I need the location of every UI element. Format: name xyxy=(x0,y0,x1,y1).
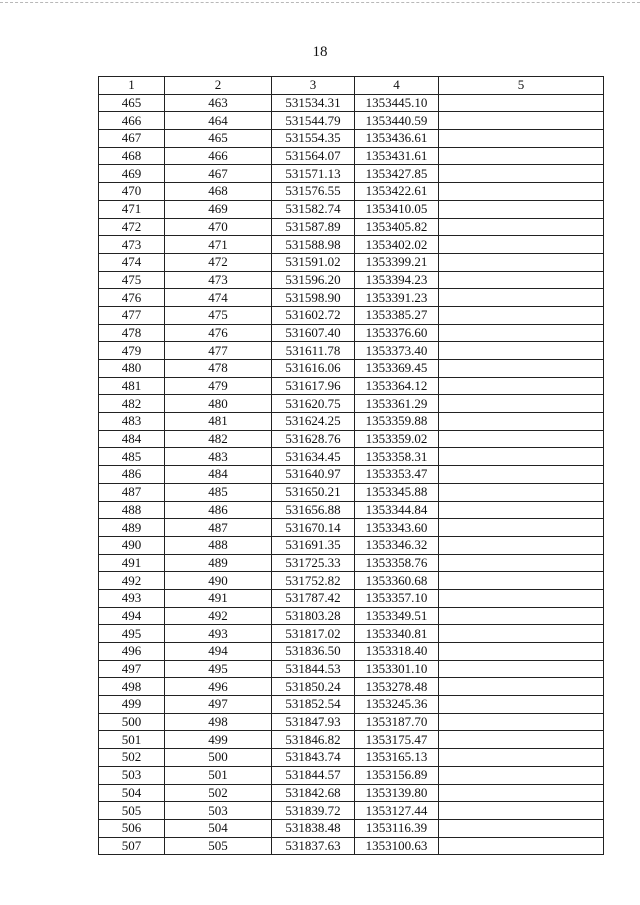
cell-point-number: 489 xyxy=(99,519,165,537)
cell-x-coordinate: 531576.55 xyxy=(272,183,355,201)
cell-point-number: 478 xyxy=(99,324,165,342)
cell-point-number: 502 xyxy=(99,749,165,767)
cell-x-coordinate: 531817.02 xyxy=(272,625,355,643)
cell-point-number: 498 xyxy=(99,678,165,696)
cell-point-number: 472 xyxy=(99,218,165,236)
cell-point-number: 499 xyxy=(99,696,165,714)
cell-x-coordinate: 531846.82 xyxy=(272,731,355,749)
cell-point-number: 493 xyxy=(99,589,165,607)
table-row xyxy=(99,218,604,236)
cell-previous-point: 473 xyxy=(165,271,272,289)
cell-y-coordinate: 1353431.61 xyxy=(355,147,439,165)
cell-point-number: 476 xyxy=(99,289,165,307)
cell-point-number: 473 xyxy=(99,236,165,254)
cell-x-coordinate: 531850.24 xyxy=(272,678,355,696)
cell-point-number: 477 xyxy=(99,306,165,324)
cell-y-coordinate: 1353127.44 xyxy=(355,802,439,820)
cell-x-coordinate: 531837.63 xyxy=(272,837,355,855)
table-row xyxy=(99,377,604,395)
cell-previous-point: 494 xyxy=(165,643,272,661)
cell-note xyxy=(439,253,604,271)
cell-x-coordinate: 531544.79 xyxy=(272,112,355,130)
cell-x-coordinate: 531752.82 xyxy=(272,572,355,590)
cell-x-coordinate: 531803.28 xyxy=(272,607,355,625)
cell-x-coordinate: 531617.96 xyxy=(272,377,355,395)
cell-previous-point: 503 xyxy=(165,802,272,820)
table-row xyxy=(99,413,604,431)
cell-previous-point: 486 xyxy=(165,501,272,519)
cell-x-coordinate: 531843.74 xyxy=(272,749,355,767)
cell-note xyxy=(439,607,604,625)
table-row xyxy=(99,483,604,501)
cell-previous-point: 505 xyxy=(165,837,272,855)
cell-point-number: 474 xyxy=(99,253,165,271)
cell-note xyxy=(439,183,604,201)
cell-previous-point: 499 xyxy=(165,731,272,749)
table-row xyxy=(99,819,604,837)
table-row xyxy=(99,802,604,820)
cell-y-coordinate: 1353165.13 xyxy=(355,749,439,767)
cell-note xyxy=(439,448,604,466)
cell-point-number: 465 xyxy=(99,94,165,112)
table-row xyxy=(99,501,604,519)
cell-point-number: 494 xyxy=(99,607,165,625)
cell-point-number: 496 xyxy=(99,643,165,661)
cell-point-number: 483 xyxy=(99,413,165,431)
cell-note xyxy=(439,731,604,749)
cell-point-number: 503 xyxy=(99,766,165,784)
cell-y-coordinate: 1353359.88 xyxy=(355,413,439,431)
cell-y-coordinate: 1353175.47 xyxy=(355,731,439,749)
cell-point-number: 484 xyxy=(99,430,165,448)
cell-point-number: 488 xyxy=(99,501,165,519)
table-row xyxy=(99,713,604,731)
table-row xyxy=(99,147,604,165)
cell-point-number: 485 xyxy=(99,448,165,466)
cell-previous-point: 478 xyxy=(165,360,272,378)
table-row xyxy=(99,696,604,714)
cell-y-coordinate: 1353361.29 xyxy=(355,395,439,413)
column-header-3: 3 xyxy=(272,77,355,95)
cell-note xyxy=(439,819,604,837)
cell-note xyxy=(439,413,604,431)
cell-point-number: 479 xyxy=(99,342,165,360)
header-row xyxy=(99,77,604,95)
cell-previous-point: 463 xyxy=(165,94,272,112)
table-row xyxy=(99,253,604,271)
cell-previous-point: 492 xyxy=(165,607,272,625)
cell-x-coordinate: 531725.33 xyxy=(272,554,355,572)
cell-note xyxy=(439,713,604,731)
cell-x-coordinate: 531844.57 xyxy=(272,766,355,784)
cell-point-number: 486 xyxy=(99,466,165,484)
cell-previous-point: 485 xyxy=(165,483,272,501)
cell-x-coordinate: 531628.76 xyxy=(272,430,355,448)
cell-x-coordinate: 531620.75 xyxy=(272,395,355,413)
cell-x-coordinate: 531602.72 xyxy=(272,306,355,324)
cell-x-coordinate: 531591.02 xyxy=(272,253,355,271)
cell-previous-point: 480 xyxy=(165,395,272,413)
cell-y-coordinate: 1353373.40 xyxy=(355,342,439,360)
cell-y-coordinate: 1353440.59 xyxy=(355,112,439,130)
cell-x-coordinate: 531588.98 xyxy=(272,236,355,254)
cell-x-coordinate: 531611.78 xyxy=(272,342,355,360)
cell-previous-point: 496 xyxy=(165,678,272,696)
cell-previous-point: 471 xyxy=(165,236,272,254)
cell-x-coordinate: 531598.90 xyxy=(272,289,355,307)
table-row xyxy=(99,678,604,696)
cell-note xyxy=(439,519,604,537)
cell-point-number: 468 xyxy=(99,147,165,165)
cell-previous-point: 482 xyxy=(165,430,272,448)
cell-previous-point: 472 xyxy=(165,253,272,271)
cell-point-number: 469 xyxy=(99,165,165,183)
coordinates-table xyxy=(98,76,604,855)
table-row xyxy=(99,395,604,413)
cell-y-coordinate: 1353346.32 xyxy=(355,536,439,554)
cell-previous-point: 483 xyxy=(165,448,272,466)
cell-point-number: 471 xyxy=(99,200,165,218)
cell-previous-point: 476 xyxy=(165,324,272,342)
cell-y-coordinate: 1353353.47 xyxy=(355,466,439,484)
table-body xyxy=(99,94,604,855)
table-row xyxy=(99,360,604,378)
top-rule xyxy=(0,2,640,3)
cell-point-number: 480 xyxy=(99,360,165,378)
cell-previous-point: 479 xyxy=(165,377,272,395)
cell-x-coordinate: 531607.40 xyxy=(272,324,355,342)
cell-y-coordinate: 1353358.76 xyxy=(355,554,439,572)
cell-y-coordinate: 1353187.70 xyxy=(355,713,439,731)
cell-previous-point: 467 xyxy=(165,165,272,183)
cell-point-number: 505 xyxy=(99,802,165,820)
cell-x-coordinate: 531691.35 xyxy=(272,536,355,554)
table-row xyxy=(99,448,604,466)
cell-note xyxy=(439,271,604,289)
cell-x-coordinate: 531836.50 xyxy=(272,643,355,661)
cell-point-number: 466 xyxy=(99,112,165,130)
cell-previous-point: 489 xyxy=(165,554,272,572)
cell-x-coordinate: 531852.54 xyxy=(272,696,355,714)
cell-point-number: 500 xyxy=(99,713,165,731)
column-header-2: 2 xyxy=(165,77,272,95)
cell-previous-point: 488 xyxy=(165,536,272,554)
cell-y-coordinate: 1353376.60 xyxy=(355,324,439,342)
cell-y-coordinate: 1353100.63 xyxy=(355,837,439,855)
table-row xyxy=(99,519,604,537)
cell-x-coordinate: 531582.74 xyxy=(272,200,355,218)
cell-y-coordinate: 1353402.02 xyxy=(355,236,439,254)
table-row xyxy=(99,94,604,112)
cell-previous-point: 504 xyxy=(165,819,272,837)
cell-x-coordinate: 531650.21 xyxy=(272,483,355,501)
cell-y-coordinate: 1353360.68 xyxy=(355,572,439,590)
table-row xyxy=(99,112,604,130)
table-row xyxy=(99,466,604,484)
cell-note xyxy=(439,430,604,448)
cell-point-number: 506 xyxy=(99,819,165,837)
table-row xyxy=(99,643,604,661)
cell-x-coordinate: 531656.88 xyxy=(272,501,355,519)
cell-note xyxy=(439,660,604,678)
table-row xyxy=(99,324,604,342)
cell-note xyxy=(439,589,604,607)
table-row xyxy=(99,554,604,572)
cell-note xyxy=(439,501,604,519)
table-header xyxy=(99,77,604,95)
table-row xyxy=(99,289,604,307)
cell-x-coordinate: 531847.93 xyxy=(272,713,355,731)
cell-note xyxy=(439,130,604,148)
cell-note xyxy=(439,147,604,165)
cell-y-coordinate: 1353340.81 xyxy=(355,625,439,643)
cell-previous-point: 490 xyxy=(165,572,272,590)
table-row xyxy=(99,766,604,784)
cell-y-coordinate: 1353405.82 xyxy=(355,218,439,236)
cell-previous-point: 493 xyxy=(165,625,272,643)
cell-previous-point: 502 xyxy=(165,784,272,802)
table-row xyxy=(99,306,604,324)
cell-x-coordinate: 531571.13 xyxy=(272,165,355,183)
table-row xyxy=(99,784,604,802)
cell-point-number: 504 xyxy=(99,784,165,802)
cell-point-number: 507 xyxy=(99,837,165,855)
column-header-1: 1 xyxy=(99,77,165,95)
cell-y-coordinate: 1353357.10 xyxy=(355,589,439,607)
cell-y-coordinate: 1353318.40 xyxy=(355,643,439,661)
cell-note xyxy=(439,466,604,484)
cell-point-number: 467 xyxy=(99,130,165,148)
table-row xyxy=(99,200,604,218)
cell-x-coordinate: 531534.31 xyxy=(272,94,355,112)
cell-y-coordinate: 1353349.51 xyxy=(355,607,439,625)
cell-note xyxy=(439,236,604,254)
cell-y-coordinate: 1353422.61 xyxy=(355,183,439,201)
cell-note xyxy=(439,696,604,714)
cell-point-number: 495 xyxy=(99,625,165,643)
page-number: 18 xyxy=(312,44,328,60)
cell-note xyxy=(439,837,604,855)
cell-x-coordinate: 531670.14 xyxy=(272,519,355,537)
cell-x-coordinate: 531842.68 xyxy=(272,784,355,802)
cell-note xyxy=(439,289,604,307)
cell-point-number: 490 xyxy=(99,536,165,554)
cell-previous-point: 491 xyxy=(165,589,272,607)
cell-note xyxy=(439,112,604,130)
column-header-5: 5 xyxy=(439,77,604,95)
cell-previous-point: 464 xyxy=(165,112,272,130)
cell-x-coordinate: 531787.42 xyxy=(272,589,355,607)
cell-note xyxy=(439,784,604,802)
cell-note xyxy=(439,554,604,572)
cell-note xyxy=(439,766,604,784)
cell-x-coordinate: 531616.06 xyxy=(272,360,355,378)
cell-y-coordinate: 1353364.12 xyxy=(355,377,439,395)
cell-x-coordinate: 531564.07 xyxy=(272,147,355,165)
table-row xyxy=(99,731,604,749)
cell-point-number: 497 xyxy=(99,660,165,678)
cell-note xyxy=(439,572,604,590)
cell-y-coordinate: 1353344.84 xyxy=(355,501,439,519)
cell-point-number: 487 xyxy=(99,483,165,501)
cell-y-coordinate: 1353301.10 xyxy=(355,660,439,678)
cell-point-number: 501 xyxy=(99,731,165,749)
cell-x-coordinate: 531839.72 xyxy=(272,802,355,820)
cell-y-coordinate: 1353436.61 xyxy=(355,130,439,148)
cell-x-coordinate: 531634.45 xyxy=(272,448,355,466)
cell-note xyxy=(439,749,604,767)
cell-previous-point: 469 xyxy=(165,200,272,218)
cell-x-coordinate: 531596.20 xyxy=(272,271,355,289)
cell-note xyxy=(439,165,604,183)
cell-note xyxy=(439,802,604,820)
cell-x-coordinate: 531554.35 xyxy=(272,130,355,148)
cell-y-coordinate: 1353445.10 xyxy=(355,94,439,112)
cell-note xyxy=(439,643,604,661)
cell-y-coordinate: 1353139.80 xyxy=(355,784,439,802)
table-row xyxy=(99,183,604,201)
cell-previous-point: 495 xyxy=(165,660,272,678)
cell-previous-point: 474 xyxy=(165,289,272,307)
cell-x-coordinate: 531587.89 xyxy=(272,218,355,236)
table-row xyxy=(99,749,604,767)
cell-previous-point: 497 xyxy=(165,696,272,714)
cell-y-coordinate: 1353427.85 xyxy=(355,165,439,183)
cell-previous-point: 468 xyxy=(165,183,272,201)
table-row xyxy=(99,536,604,554)
cell-y-coordinate: 1353391.23 xyxy=(355,289,439,307)
table-row xyxy=(99,589,604,607)
cell-note xyxy=(439,536,604,554)
cell-y-coordinate: 1353399.21 xyxy=(355,253,439,271)
cell-previous-point: 466 xyxy=(165,147,272,165)
table-row xyxy=(99,660,604,678)
table-row xyxy=(99,342,604,360)
cell-y-coordinate: 1353358.31 xyxy=(355,448,439,466)
table-row xyxy=(99,607,604,625)
cell-y-coordinate: 1353359.02 xyxy=(355,430,439,448)
cell-y-coordinate: 1353410.05 xyxy=(355,200,439,218)
cell-note xyxy=(439,360,604,378)
cell-y-coordinate: 1353245.36 xyxy=(355,696,439,714)
column-header-4: 4 xyxy=(355,77,439,95)
cell-point-number: 492 xyxy=(99,572,165,590)
cell-x-coordinate: 531640.97 xyxy=(272,466,355,484)
cell-note xyxy=(439,324,604,342)
cell-y-coordinate: 1353345.88 xyxy=(355,483,439,501)
table-row xyxy=(99,130,604,148)
cell-x-coordinate: 531838.48 xyxy=(272,819,355,837)
cell-note xyxy=(439,377,604,395)
cell-point-number: 481 xyxy=(99,377,165,395)
cell-previous-point: 465 xyxy=(165,130,272,148)
table-row xyxy=(99,165,604,183)
cell-note xyxy=(439,218,604,236)
cell-previous-point: 470 xyxy=(165,218,272,236)
cell-previous-point: 501 xyxy=(165,766,272,784)
cell-previous-point: 487 xyxy=(165,519,272,537)
cell-point-number: 475 xyxy=(99,271,165,289)
cell-x-coordinate: 531624.25 xyxy=(272,413,355,431)
cell-point-number: 491 xyxy=(99,554,165,572)
cell-note xyxy=(439,678,604,696)
cell-note xyxy=(439,342,604,360)
table-row xyxy=(99,430,604,448)
cell-y-coordinate: 1353343.60 xyxy=(355,519,439,537)
cell-note xyxy=(439,395,604,413)
table-row xyxy=(99,572,604,590)
table-row xyxy=(99,837,604,855)
cell-y-coordinate: 1353116.39 xyxy=(355,819,439,837)
cell-previous-point: 484 xyxy=(165,466,272,484)
cell-note xyxy=(439,200,604,218)
cell-x-coordinate: 531844.53 xyxy=(272,660,355,678)
cell-previous-point: 475 xyxy=(165,306,272,324)
cell-y-coordinate: 1353385.27 xyxy=(355,306,439,324)
cell-note xyxy=(439,94,604,112)
cell-y-coordinate: 1353369.45 xyxy=(355,360,439,378)
cell-note xyxy=(439,306,604,324)
cell-note xyxy=(439,483,604,501)
cell-previous-point: 481 xyxy=(165,413,272,431)
cell-note xyxy=(439,625,604,643)
table-row xyxy=(99,236,604,254)
cell-previous-point: 500 xyxy=(165,749,272,767)
cell-point-number: 482 xyxy=(99,395,165,413)
cell-y-coordinate: 1353156.89 xyxy=(355,766,439,784)
cell-point-number: 470 xyxy=(99,183,165,201)
cell-previous-point: 477 xyxy=(165,342,272,360)
table-row xyxy=(99,271,604,289)
cell-y-coordinate: 1353394.23 xyxy=(355,271,439,289)
cell-previous-point: 498 xyxy=(165,713,272,731)
cell-y-coordinate: 1353278.48 xyxy=(355,678,439,696)
table-row xyxy=(99,625,604,643)
